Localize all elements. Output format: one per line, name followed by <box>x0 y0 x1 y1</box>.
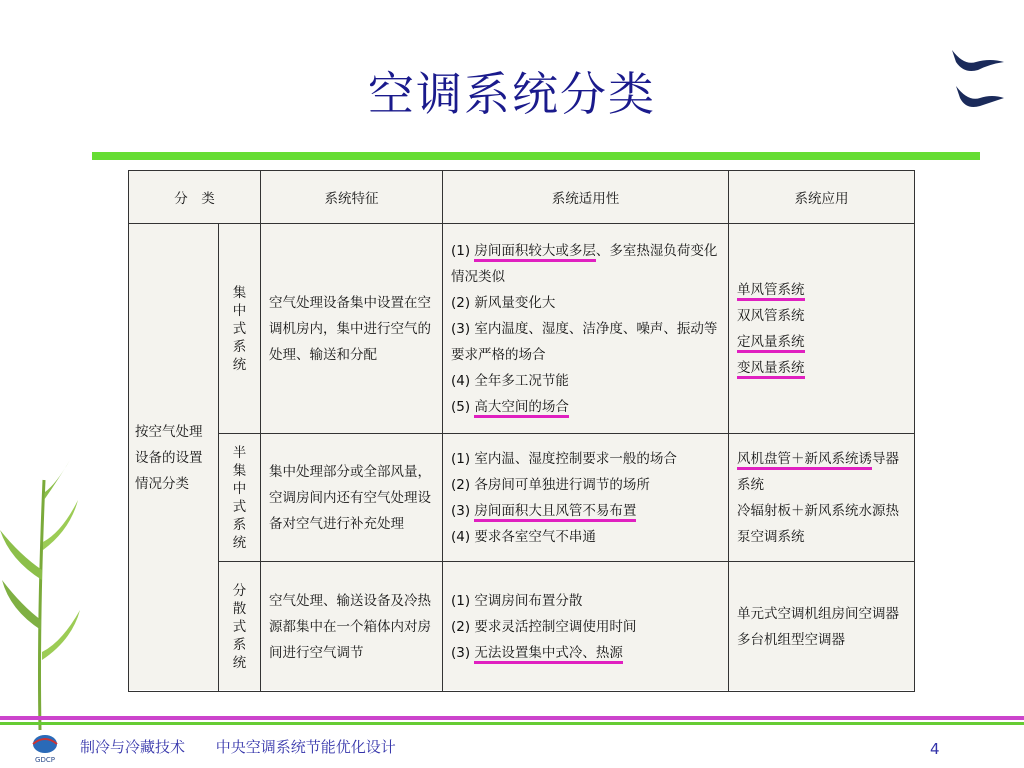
gdcp-logo-icon <box>28 732 62 764</box>
suitability-text: (1) <box>451 242 475 259</box>
application-highlight: 定风量系统 <box>737 334 805 353</box>
header-suitability: 系统适用性 <box>443 171 729 224</box>
suitability-cell <box>443 434 729 562</box>
application-highlight: 风机盘管＋新风系统诱 <box>737 451 872 470</box>
group-label-cell <box>129 224 219 692</box>
suitability-text: (4) 要求各室空气不串通 <box>451 528 596 545</box>
suitability-highlight: 高大空间的场合 <box>474 399 569 418</box>
suitability-list <box>443 442 728 554</box>
title-underline-bar <box>92 152 980 160</box>
feature-text: 空气处理设备集中设置在空调机房内，集中进行空气的处理、输送和分配 <box>269 294 431 363</box>
suitability-cell <box>443 224 729 434</box>
suitability-item <box>451 472 720 498</box>
application-item <box>737 277 906 303</box>
suitability-item <box>451 238 720 290</box>
type-cell <box>219 562 261 692</box>
suitability-text: (1) 空调房间布置分散 <box>451 592 583 609</box>
header-feature: 系统特征 <box>261 171 443 224</box>
birds-icon <box>946 40 1010 116</box>
application-list <box>729 597 914 657</box>
feature-cell <box>261 562 443 692</box>
application-list <box>729 273 914 385</box>
suitability-text: (5) <box>451 398 475 415</box>
suitability-highlight: 无法设置集中式冷、热源 <box>474 645 623 664</box>
footer-chapter: 中央空调系统节能优化设计 <box>215 738 396 756</box>
classification-table <box>128 170 914 690</box>
feature-cell <box>261 224 443 434</box>
application-cell <box>729 434 915 562</box>
header-category: 分 类 <box>129 171 261 224</box>
feature-text: 集中处理部分或全部风量，空调房间内还有空气处理设备对空气进行补充处理 <box>269 463 431 532</box>
application-text: 冷辐射板＋新风系统水源热泵空调系统 <box>737 502 899 545</box>
suitability-item <box>451 446 720 472</box>
group-label: 按空气处理设备的设置情况分类 <box>135 423 203 492</box>
application-item <box>737 303 906 329</box>
application-list <box>729 442 914 554</box>
slide-title: 空调系统分类 <box>368 67 656 121</box>
suitability-item <box>451 524 720 550</box>
page-number: 4 <box>930 740 940 758</box>
application-item <box>737 329 906 355</box>
suitability-text: (3) 室内温度、湿度、洁净度、噪声、振动等要求严格的场合 <box>451 320 718 363</box>
type-label: 半集中式系统 <box>232 444 247 551</box>
table-row-decentralized <box>129 562 915 692</box>
suitability-list <box>443 234 728 424</box>
application-highlight: 变风量系统 <box>737 360 805 379</box>
suitability-text: (4) 全年多工况节能 <box>451 372 569 389</box>
suitability-item <box>451 614 720 640</box>
suitability-item <box>451 368 720 394</box>
suitability-item <box>451 640 720 666</box>
suitability-text: (2) 要求灵活控制空调使用时间 <box>451 618 637 635</box>
suitability-cell <box>443 562 729 692</box>
application-cell <box>729 562 915 692</box>
application-text: 双风管系统 <box>737 307 805 324</box>
application-item <box>737 355 906 381</box>
header-application: 系统应用 <box>729 171 915 224</box>
suitability-item <box>451 394 720 420</box>
table-header-row <box>129 171 915 224</box>
suitability-list <box>443 584 728 670</box>
suitability-highlight: 房间面积较大或多层 <box>474 243 596 262</box>
suitability-highlight: 房间面积大且风管不易布置 <box>474 503 636 522</box>
application-text: 多台机组型空调器 <box>737 631 845 648</box>
application-item <box>737 498 906 550</box>
suitability-text: (1) 室内温、湿度控制要求一般的场合 <box>451 450 677 467</box>
suitability-text: (3) <box>451 644 475 661</box>
type-label: 分散式系统 <box>232 582 247 671</box>
application-item <box>737 601 906 627</box>
suitability-text: (2) 新风量变化大 <box>451 294 556 311</box>
footer-text <box>80 736 422 757</box>
footer-course: 制冷与冷藏技术 <box>80 738 186 756</box>
logo-text: GDCP <box>35 756 55 764</box>
application-item <box>737 446 906 498</box>
table-row-semi-centralized <box>129 434 915 562</box>
type-cell <box>219 224 261 434</box>
footer-divider-green <box>0 722 1024 725</box>
application-text: 单元式空调机组房间空调器 <box>737 605 899 622</box>
suitability-text: (3) <box>451 502 475 519</box>
application-cell <box>729 224 915 434</box>
application-highlight: 单风管系统 <box>737 282 805 301</box>
feature-cell <box>261 434 443 562</box>
suitability-item <box>451 316 720 368</box>
table-row-centralized <box>129 224 915 434</box>
type-cell <box>219 434 261 562</box>
feature-text: 空气处理、输送设备及冷热源都集中在一个箱体内对房间进行空气调节 <box>269 592 431 661</box>
suitability-item <box>451 498 720 524</box>
suitability-text: (2) 各房间可单独进行调节的场所 <box>451 476 650 493</box>
suitability-item <box>451 290 720 316</box>
application-item <box>737 627 906 653</box>
type-label: 集中式系统 <box>232 284 247 373</box>
footer-divider-magenta <box>0 716 1024 720</box>
suitability-item <box>451 588 720 614</box>
bamboo-plant-icon <box>0 460 80 730</box>
application-text: 导器系统 <box>737 450 899 493</box>
suitability-text: 、多室热湿负荷变化情况类似 <box>451 242 718 285</box>
